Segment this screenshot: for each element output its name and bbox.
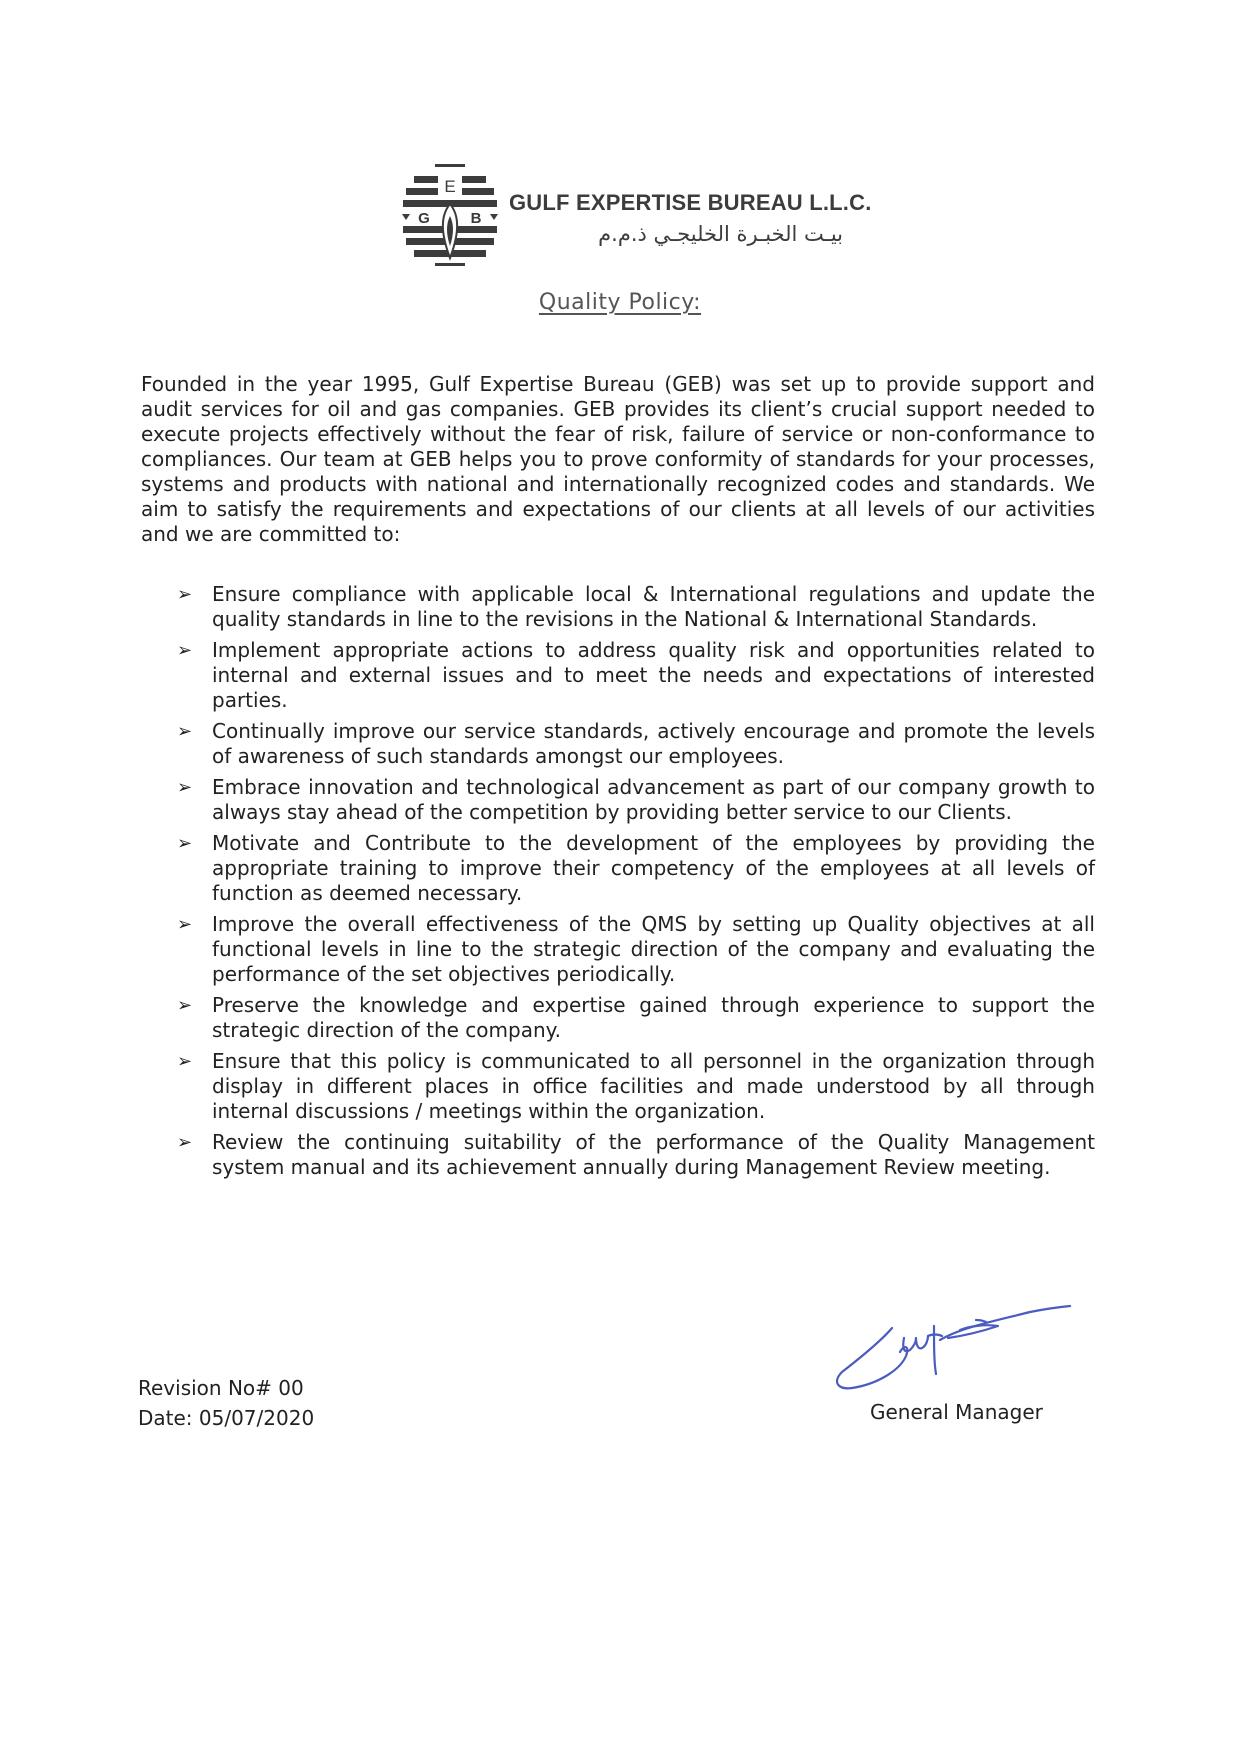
commitment-text: Continually improve our service standards, actively encourage and promote the levels of awareness of such standards amongst our employees.: [212, 719, 1095, 768]
commitment-item: [141, 775, 1095, 825]
commitment-item: [141, 582, 1095, 632]
company-name-arabic: بيـت الخبـرة الخليجـي ذ.م.م: [598, 222, 843, 246]
page-title: [0, 290, 1240, 315]
commitments-list: [141, 582, 1095, 1186]
revision-date: Date: 05/07/2020: [138, 1406, 315, 1430]
arrow-bullet-icon: ➢: [177, 1051, 193, 1072]
commitment-text: Embrace innovation and technological advancement as part of our company growth to always stay ahead of the competition by providing better service to our Clients.: [212, 775, 1095, 824]
commitment-item: [141, 993, 1095, 1043]
commitment-text: Ensure that this policy is communicated to all personnel in the organization through display in different places in office facilities and made understood by all through internal discussions / meetings within the organization.: [212, 1049, 1095, 1123]
arrow-bullet-icon: ➢: [177, 995, 193, 1016]
signature: [830, 1300, 1080, 1410]
arrow-bullet-icon: ➢: [177, 584, 193, 605]
commitment-text: Implement appropriate actions to address quality risk and opportunities related to internal and external issues and to meet the needs and expectations of interested parties.: [212, 638, 1095, 712]
arrow-bullet-icon: ➢: [177, 833, 193, 854]
logo-letter-b: B: [470, 210, 482, 227]
commitment-text: Preserve the knowledge and expertise gained through experience to support the strategic direction of the company.: [212, 993, 1095, 1042]
logo-letter-e: E: [444, 177, 456, 196]
commitment-item: [141, 831, 1095, 906]
arrow-bullet-icon: ➢: [177, 721, 193, 742]
signatory-title: General Manager: [870, 1400, 1043, 1424]
logo-letter-g: G: [418, 210, 430, 227]
arrow-bullet-icon: ➢: [177, 914, 193, 935]
commitment-item: [141, 638, 1095, 713]
commitment-item: [141, 719, 1095, 769]
commitment-text: Improve the overall effectiveness of the QMS by setting up Quality objectives at all functional levels in line to the strategic direction of the company and evaluating the performance of the set objectives periodically.: [212, 912, 1095, 986]
arrow-bullet-icon: ➢: [177, 640, 193, 661]
revision-number: Revision No# 00: [138, 1376, 304, 1400]
letterhead: [400, 160, 872, 280]
title-text: Quality Policy:: [538, 290, 702, 315]
arrow-bullet-icon: ➢: [177, 1132, 193, 1153]
intro-paragraph: Founded in the year 1995, Gulf Expertise Bureau (GEB) was set up to provide support and audit services for oil and gas companies. GEB provides its client’s crucial support needed to execute projects effectively without the fear of risk, failure of service or non-conformance to compliances. Our team at GEB helps you to prove conformity of standards for your processes, systems and products with national and internationally recognized codes and standards. We aim to satisfy the requirements and expectations of our clients at all levels of our activities and we are committed to:: [141, 372, 1095, 546]
arrow-bullet-icon: ➢: [177, 777, 193, 798]
commitment-text: Ensure compliance with applicable local & International regulations and update the quality standards in line to the revisions in the National & International Standards.: [212, 582, 1095, 631]
commitment-item: [141, 1049, 1095, 1124]
revision-block: [138, 1373, 314, 1433]
commitment-text: Review the continuing suitability of the performance of the Quality Management system manual and its achievement annually during Management Review meeting.: [212, 1130, 1095, 1179]
commitment-text: Motivate and Contribute to the development of the employees by providing the appropriate training to improve their competency of the employees at all levels of function as deemed necessary.: [212, 831, 1095, 905]
company-name-english: GULF EXPERTISE BUREAU L.L.C.: [509, 190, 872, 215]
company-logo: [400, 162, 500, 274]
commitment-item: [141, 1130, 1095, 1180]
commitment-item: [141, 912, 1095, 987]
